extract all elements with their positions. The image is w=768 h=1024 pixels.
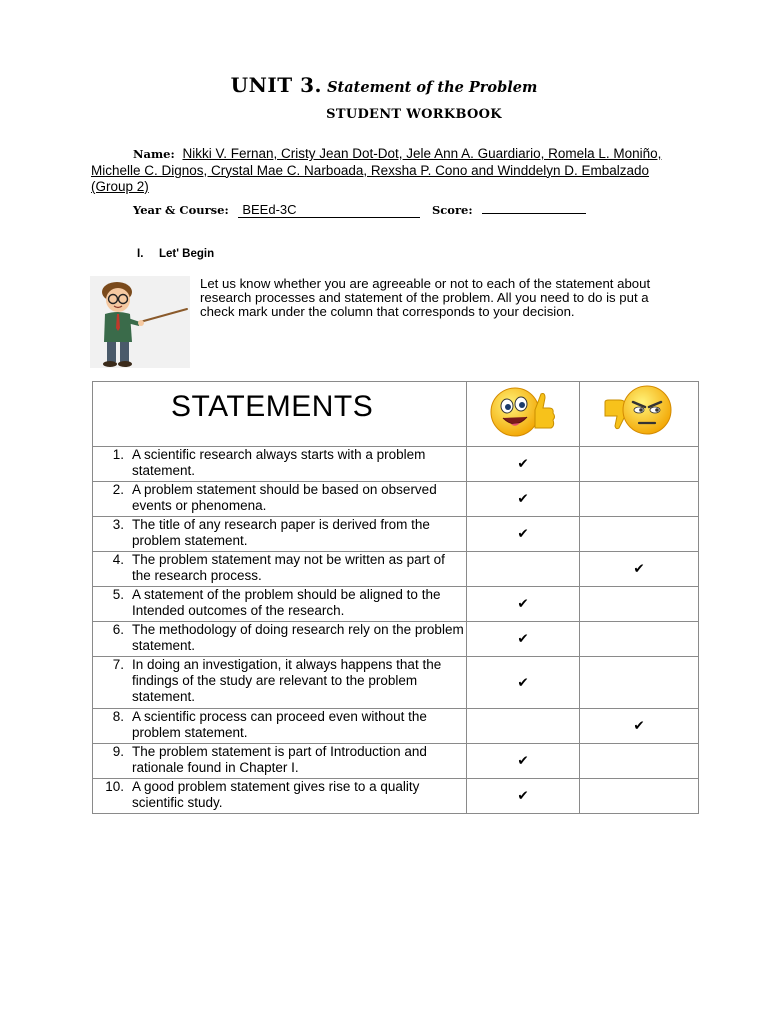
statement-number: 9. [112,744,124,759]
year-course-label: Year & Course: [133,203,229,217]
disagree-check-cell [580,709,699,744]
disagree-check-cell [580,447,699,482]
statements-header: STATEMENTS [93,382,467,447]
happy-thumbs-up-emoji-icon [483,382,563,438]
table-row [93,779,699,814]
checkmark-icon: ✔ [517,456,529,471]
score-label: Score: [431,203,473,217]
angry-thumbs-down-emoji-icon [599,382,679,438]
statement-cell [93,709,467,744]
name-block [91,146,691,196]
statement-number: 8. [112,709,124,724]
statement-number: 5. [112,587,124,602]
disagree-check-cell [580,744,699,779]
agree-check-cell [467,744,580,779]
names-value: Nikki V. Fernan, Cristy Jean Dot-Dot, Jele Ann A. Guardiario, Romela L. Moniño, Michelle C. Dignos, Crystal Mae C. Narboada, Rexsha P. Cono and Winddelyn D. Embalzado (Group 2) [91,146,662,194]
unit-subtitle: Statement of the Problem [327,79,538,96]
statement-number: 3. [112,517,124,532]
statement-text: A problem statement should be based on observed events or phenomena. [132,482,437,513]
statement-number: 1. [112,447,124,462]
checkmark-icon: ✔ [517,631,529,646]
statement-cell [93,517,467,552]
year-course-line [133,201,586,218]
table-row [93,709,699,744]
statement-cell [93,587,467,622]
disagree-check-cell [580,517,699,552]
statement-cell [93,622,467,657]
statement-number: 10. [105,779,124,794]
statement-cell [93,482,467,517]
disagree-check-cell [580,587,699,622]
instructions-text: Let us know whether you are agreeable or not to each of the statement about research processes and statement of the problem. All you need to do is put a check mark under the column that corresponds to your decision. [200,276,651,319]
agree-check-cell [467,657,580,709]
table-row [93,587,699,622]
table-header-row [93,382,699,447]
statement-number: 6. [112,622,124,637]
agree-check-cell [467,709,580,744]
checkmark-icon: ✔ [517,788,529,803]
statement-number: 7. [112,657,124,672]
checkmark-icon: ✔ [517,596,529,611]
agree-check-cell [467,517,580,552]
section-number: I. [137,248,144,260]
checkmark-icon: ✔ [517,753,529,768]
teacher-illustration [90,276,190,368]
section-title: Let' Begin [159,248,215,260]
agree-check-cell [467,482,580,517]
statement-cell [93,447,467,482]
table-row [93,622,699,657]
statement-text: A scientific process can proceed even without the problem statement. [132,709,427,740]
table-row [93,482,699,517]
table-row [93,657,699,709]
table-row [93,447,699,482]
statement-text: In doing an investigation, it always happens that the findings of the study are relevant to the problem statement. [132,657,442,704]
agree-check-cell [467,779,580,814]
disagree-check-cell [580,482,699,517]
checkmark-icon: ✔ [633,718,645,733]
disagree-column-header [580,382,699,447]
statement-text: The methodology of doing research rely on the problem statement. [132,622,464,653]
statement-number: 4. [112,552,124,567]
agree-check-cell [467,622,580,657]
table-row [93,517,699,552]
statement-text: A scientific research always starts with a problem statement. [132,447,426,478]
agree-check-cell [467,447,580,482]
agree-column-header [467,382,580,447]
statement-cell [93,779,467,814]
statements-table [92,381,699,814]
statement-text: A statement of the problem should be aligned to the Intended outcomes of the research. [132,587,441,618]
statement-cell [93,552,467,587]
checkmark-icon: ✔ [633,561,645,576]
section-heading [137,248,214,260]
unit-title [0,73,768,97]
checkmark-icon: ✔ [517,491,529,506]
statement-cell [93,657,467,709]
year-course-value: BEEd-3C [238,203,420,218]
disagree-check-cell [580,657,699,709]
statement-number: 2. [112,482,124,497]
disagree-check-cell [580,622,699,657]
statement-text: The problem statement may not be written as part of the research process. [132,552,445,583]
table-row [93,552,699,587]
unit-label: UNIT 3. [230,73,322,97]
agree-check-cell [467,587,580,622]
agree-check-cell [467,552,580,587]
score-value [482,201,586,214]
name-label: Name: [133,147,175,161]
disagree-check-cell [580,779,699,814]
workbook-title: STUDENT WORKBOOK [326,107,502,122]
checkmark-icon: ✔ [517,674,529,690]
disagree-check-cell [580,552,699,587]
statement-text: The title of any research paper is derived from the problem statement. [132,517,430,548]
statement-text: A good problem statement gives rise to a quality scientific study. [132,779,420,810]
checkmark-icon: ✔ [517,526,529,541]
table-row [93,744,699,779]
statement-text: The problem statement is part of Introduction and rationale found in Chapter I. [132,744,427,775]
statement-cell [93,744,467,779]
